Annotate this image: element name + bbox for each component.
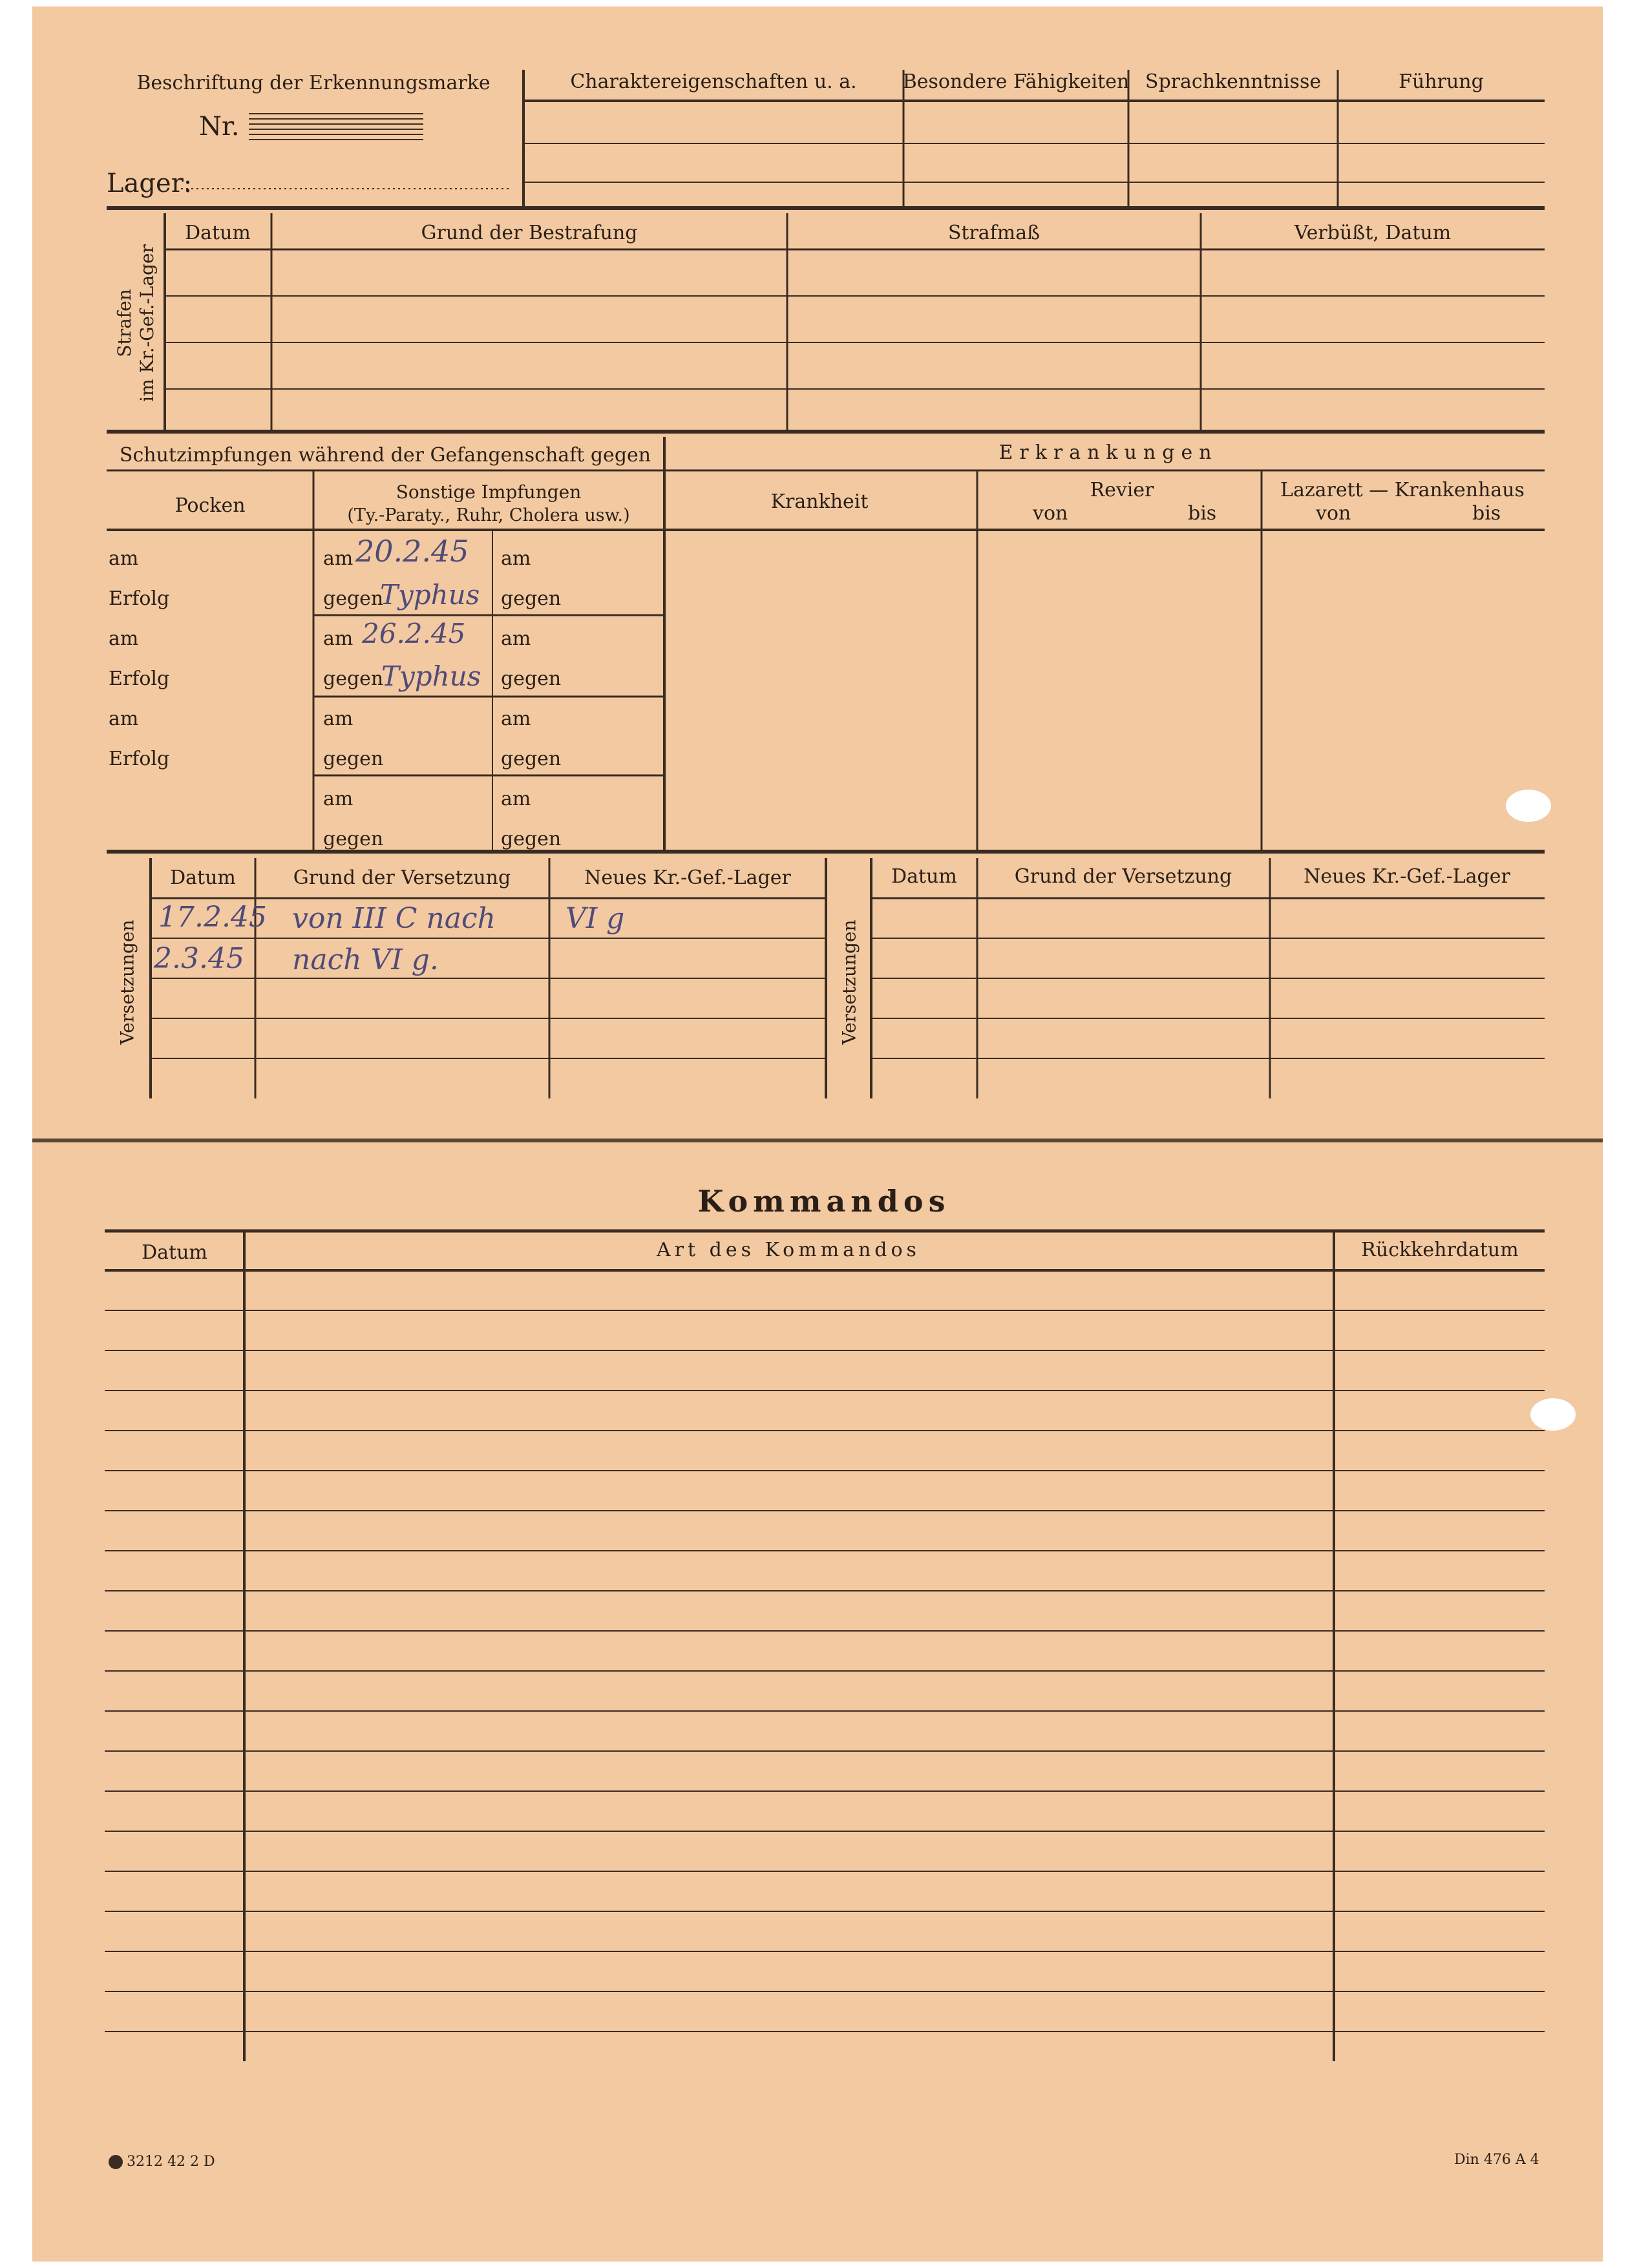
revier-bis: bis bbox=[1188, 502, 1217, 525]
strafen-grund-header: Grund der Bestrafung bbox=[421, 222, 638, 244]
kommando-datum-header: Datum bbox=[142, 1241, 207, 1264]
header-faehigkeiten: Besondere Fähigkeiten bbox=[902, 70, 1130, 93]
versetzung-datum-handwritten: 17.2.45 bbox=[158, 901, 267, 934]
row-label: gegen bbox=[323, 828, 384, 850]
row-label: Erfolg bbox=[109, 587, 170, 610]
row-label: gegen bbox=[501, 748, 562, 770]
row-label: Erfolg bbox=[109, 748, 170, 770]
versetzung-grund-header: Grund der Versetzung bbox=[1014, 865, 1232, 888]
header-fuehrung: Führung bbox=[1399, 70, 1484, 93]
row-label: am bbox=[323, 627, 354, 650]
revier-von: von bbox=[1033, 502, 1068, 525]
versetzungen-side-label: Versetzungen bbox=[116, 919, 138, 1045]
row-label: am bbox=[501, 708, 531, 730]
versetzung-grund-handwritten: nach VI g. bbox=[292, 943, 439, 976]
row-label: gegen bbox=[501, 587, 562, 610]
lazarett-bis: bis bbox=[1472, 502, 1501, 525]
footer-form-number: 3212 42 2 D bbox=[109, 2155, 215, 2169]
row-label: gegen bbox=[323, 667, 384, 690]
sonstige-header: Sonstige Impfungen bbox=[396, 481, 582, 503]
row-label: gegen bbox=[323, 748, 384, 770]
header-charakter: Charaktereigenschaften u. a. bbox=[570, 70, 857, 93]
impfung-date-handwritten: 20.2.45 bbox=[355, 534, 469, 569]
row-label: am bbox=[501, 547, 531, 570]
row-label: am bbox=[323, 547, 354, 570]
versetzung-lager-header: Neues Kr.-Gef.-Lager bbox=[1304, 865, 1510, 888]
erkennungsmarke-title: Beschriftung der Erkennungsmarke bbox=[136, 72, 491, 94]
impfungen-title: Schutzimpfungen während der Gefangenschaft gegen bbox=[119, 444, 651, 467]
versetzung-lager-handwritten: VI g bbox=[565, 902, 625, 935]
kommando-rueckkehr-header: Rückkehrdatum bbox=[1361, 1239, 1519, 1261]
strafen-verbuesst-header: Verbüßt, Datum bbox=[1294, 222, 1452, 244]
impfung-against-handwritten: Typhus bbox=[380, 579, 480, 611]
row-label: Erfolg bbox=[109, 667, 170, 690]
kommando-art-header: Art des Kommandos bbox=[657, 1239, 920, 1261]
versetzung-datum-header: Datum bbox=[891, 865, 957, 888]
lager-label: Lager: bbox=[107, 169, 193, 198]
kommandos-title: Kommandos bbox=[697, 1184, 951, 1219]
row-label: am bbox=[109, 547, 139, 570]
versetzung-lager-header: Neues Kr.-Gef.-Lager bbox=[584, 866, 791, 889]
lazarett-von: von bbox=[1316, 502, 1351, 525]
row-label: am bbox=[501, 627, 531, 650]
sonstige-subheader: (Ty.-Paraty., Ruhr, Cholera usw.) bbox=[347, 505, 630, 525]
impfung-date-handwritten: 26.2.45 bbox=[362, 618, 466, 649]
strafen-datum-header: Datum bbox=[185, 222, 251, 244]
nr-label: Nr. bbox=[199, 112, 240, 142]
krankheit-header: Krankheit bbox=[770, 490, 869, 513]
row-label: am bbox=[109, 708, 139, 730]
strafen-strafmass-header: Strafmaß bbox=[947, 222, 1041, 244]
header-sprachen: Sprachkenntnisse bbox=[1145, 70, 1322, 93]
row-label: am bbox=[323, 708, 354, 730]
versetzung-datum-handwritten: 2.3.45 bbox=[154, 942, 244, 975]
revier-header: Revier bbox=[1090, 479, 1154, 501]
lazarett-header: Lazarett — Krankenhaus bbox=[1280, 479, 1525, 501]
impfung-against-handwritten: Typhus bbox=[381, 660, 481, 692]
versetzung-grund-header: Grund der Versetzung bbox=[293, 866, 511, 889]
erkrankungen-title: Erkrankungen bbox=[998, 441, 1218, 464]
versetzung-grund-handwritten: von III C nach bbox=[292, 902, 496, 935]
row-label: am bbox=[323, 788, 354, 810]
row-label: gegen bbox=[501, 828, 562, 850]
pocken-header: Pocken bbox=[174, 494, 246, 517]
versetzung-datum-header: Datum bbox=[170, 866, 236, 889]
footer-din: Din 476 A 4 bbox=[1454, 2152, 1539, 2168]
row-label: am bbox=[501, 788, 531, 810]
row-label: am bbox=[109, 627, 139, 650]
row-label: gegen bbox=[501, 667, 562, 690]
row-label: gegen bbox=[323, 587, 384, 610]
strafen-side-label: Strafen im Kr.-Gef.-Lager bbox=[114, 244, 158, 402]
print-mark-icon bbox=[109, 2155, 123, 2169]
versetzungen-side-label: Versetzungen bbox=[838, 919, 860, 1045]
